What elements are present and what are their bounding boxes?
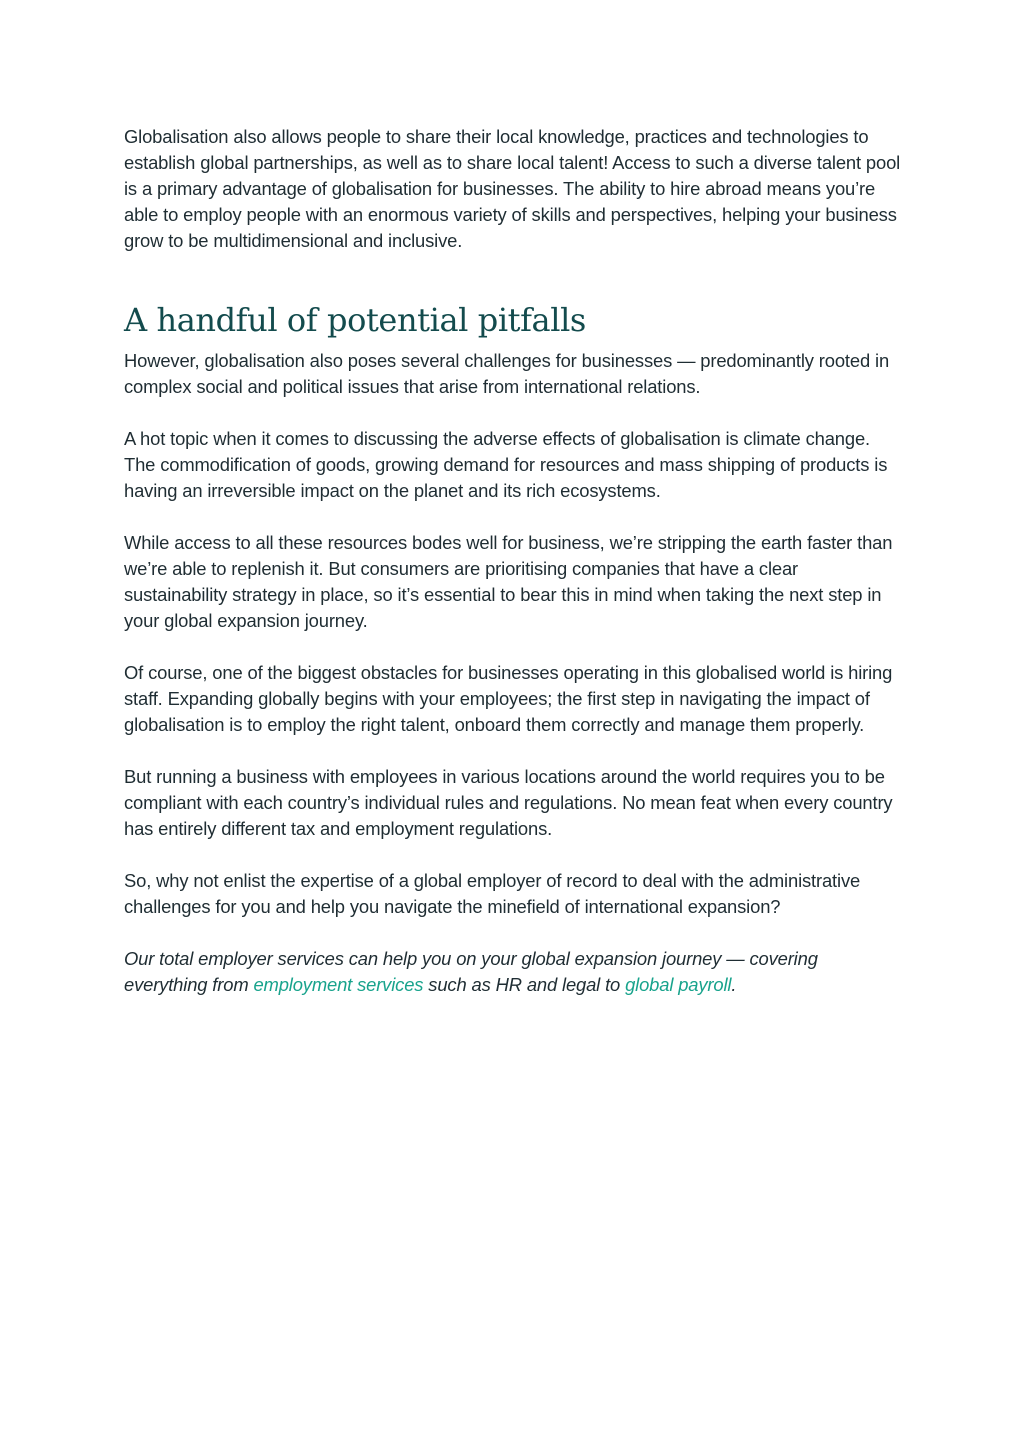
- paragraph-climate-change: A hot topic when it comes to discussing the adverse effects of globalisation is climate change. The commodification of goods, growing demand for resources and mass shipping of products is having an irreversible impact on the planet and its rich ecosystems.: [124, 428, 888, 501]
- paragraph-employer-of-record: So, why not enlist the expertise of a global employer of record to deal with the administrative challenges for you and help you navigate the minefield of international expansion?: [124, 870, 861, 917]
- closing-text-start: Our total employer services can help you on your global expansion journey — covering everything from: [124, 948, 818, 995]
- paragraph-resources: While access to all these resources bodes well for business, we’re stripping the earth faster than we’re able to replenish it. But consumers are prioritising companies that have a clear sustainability strategy in place, so it’s essential to bear this in mind when taking the next step in your global expansion journey.: [124, 532, 893, 631]
- paragraph-hiring-staff: Of course, one of the biggest obstacles for businesses operating in this globalised world is hiring staff. Expanding globally begins with your employees; the first step in navigating the impact of globalisation is to employ the right talent, onboard them correctly and manage them properly.: [124, 662, 893, 735]
- intro-paragraph: Globalisation also allows people to share their local knowledge, practices and technologies to establish global partnerships, as well as to share local talent! Access to such a diverse talent pool is a primary advantage of globalisation for businesses. The ability to hire abroad means you’re able to employ people with an enormous variety of skills and perspectives, helping your business grow to be multidimensional and inclusive.: [124, 126, 901, 251]
- closing-text-middle: such as HR and legal to: [423, 974, 626, 995]
- section-heading: A handful of potential pitfalls: [124, 301, 586, 339]
- paragraph-compliance: But running a business with employees in various locations around the world requires you to be compliant with each country’s individual rules and regulations. No mean feat when every country has entirely different tax and employment regulations.: [124, 766, 893, 839]
- closing-text-end: .: [731, 974, 737, 995]
- global-payroll-link[interactable]: global payroll: [625, 974, 732, 995]
- employment-services-link[interactable]: employment services: [253, 974, 424, 995]
- closing-paragraph: [124, 946, 904, 998]
- paragraph-challenges: However, globalisation also poses several challenges for businesses — predominantly rooted in complex social and political issues that arise from international relations.: [124, 350, 890, 397]
- article-body: [124, 124, 904, 1024]
